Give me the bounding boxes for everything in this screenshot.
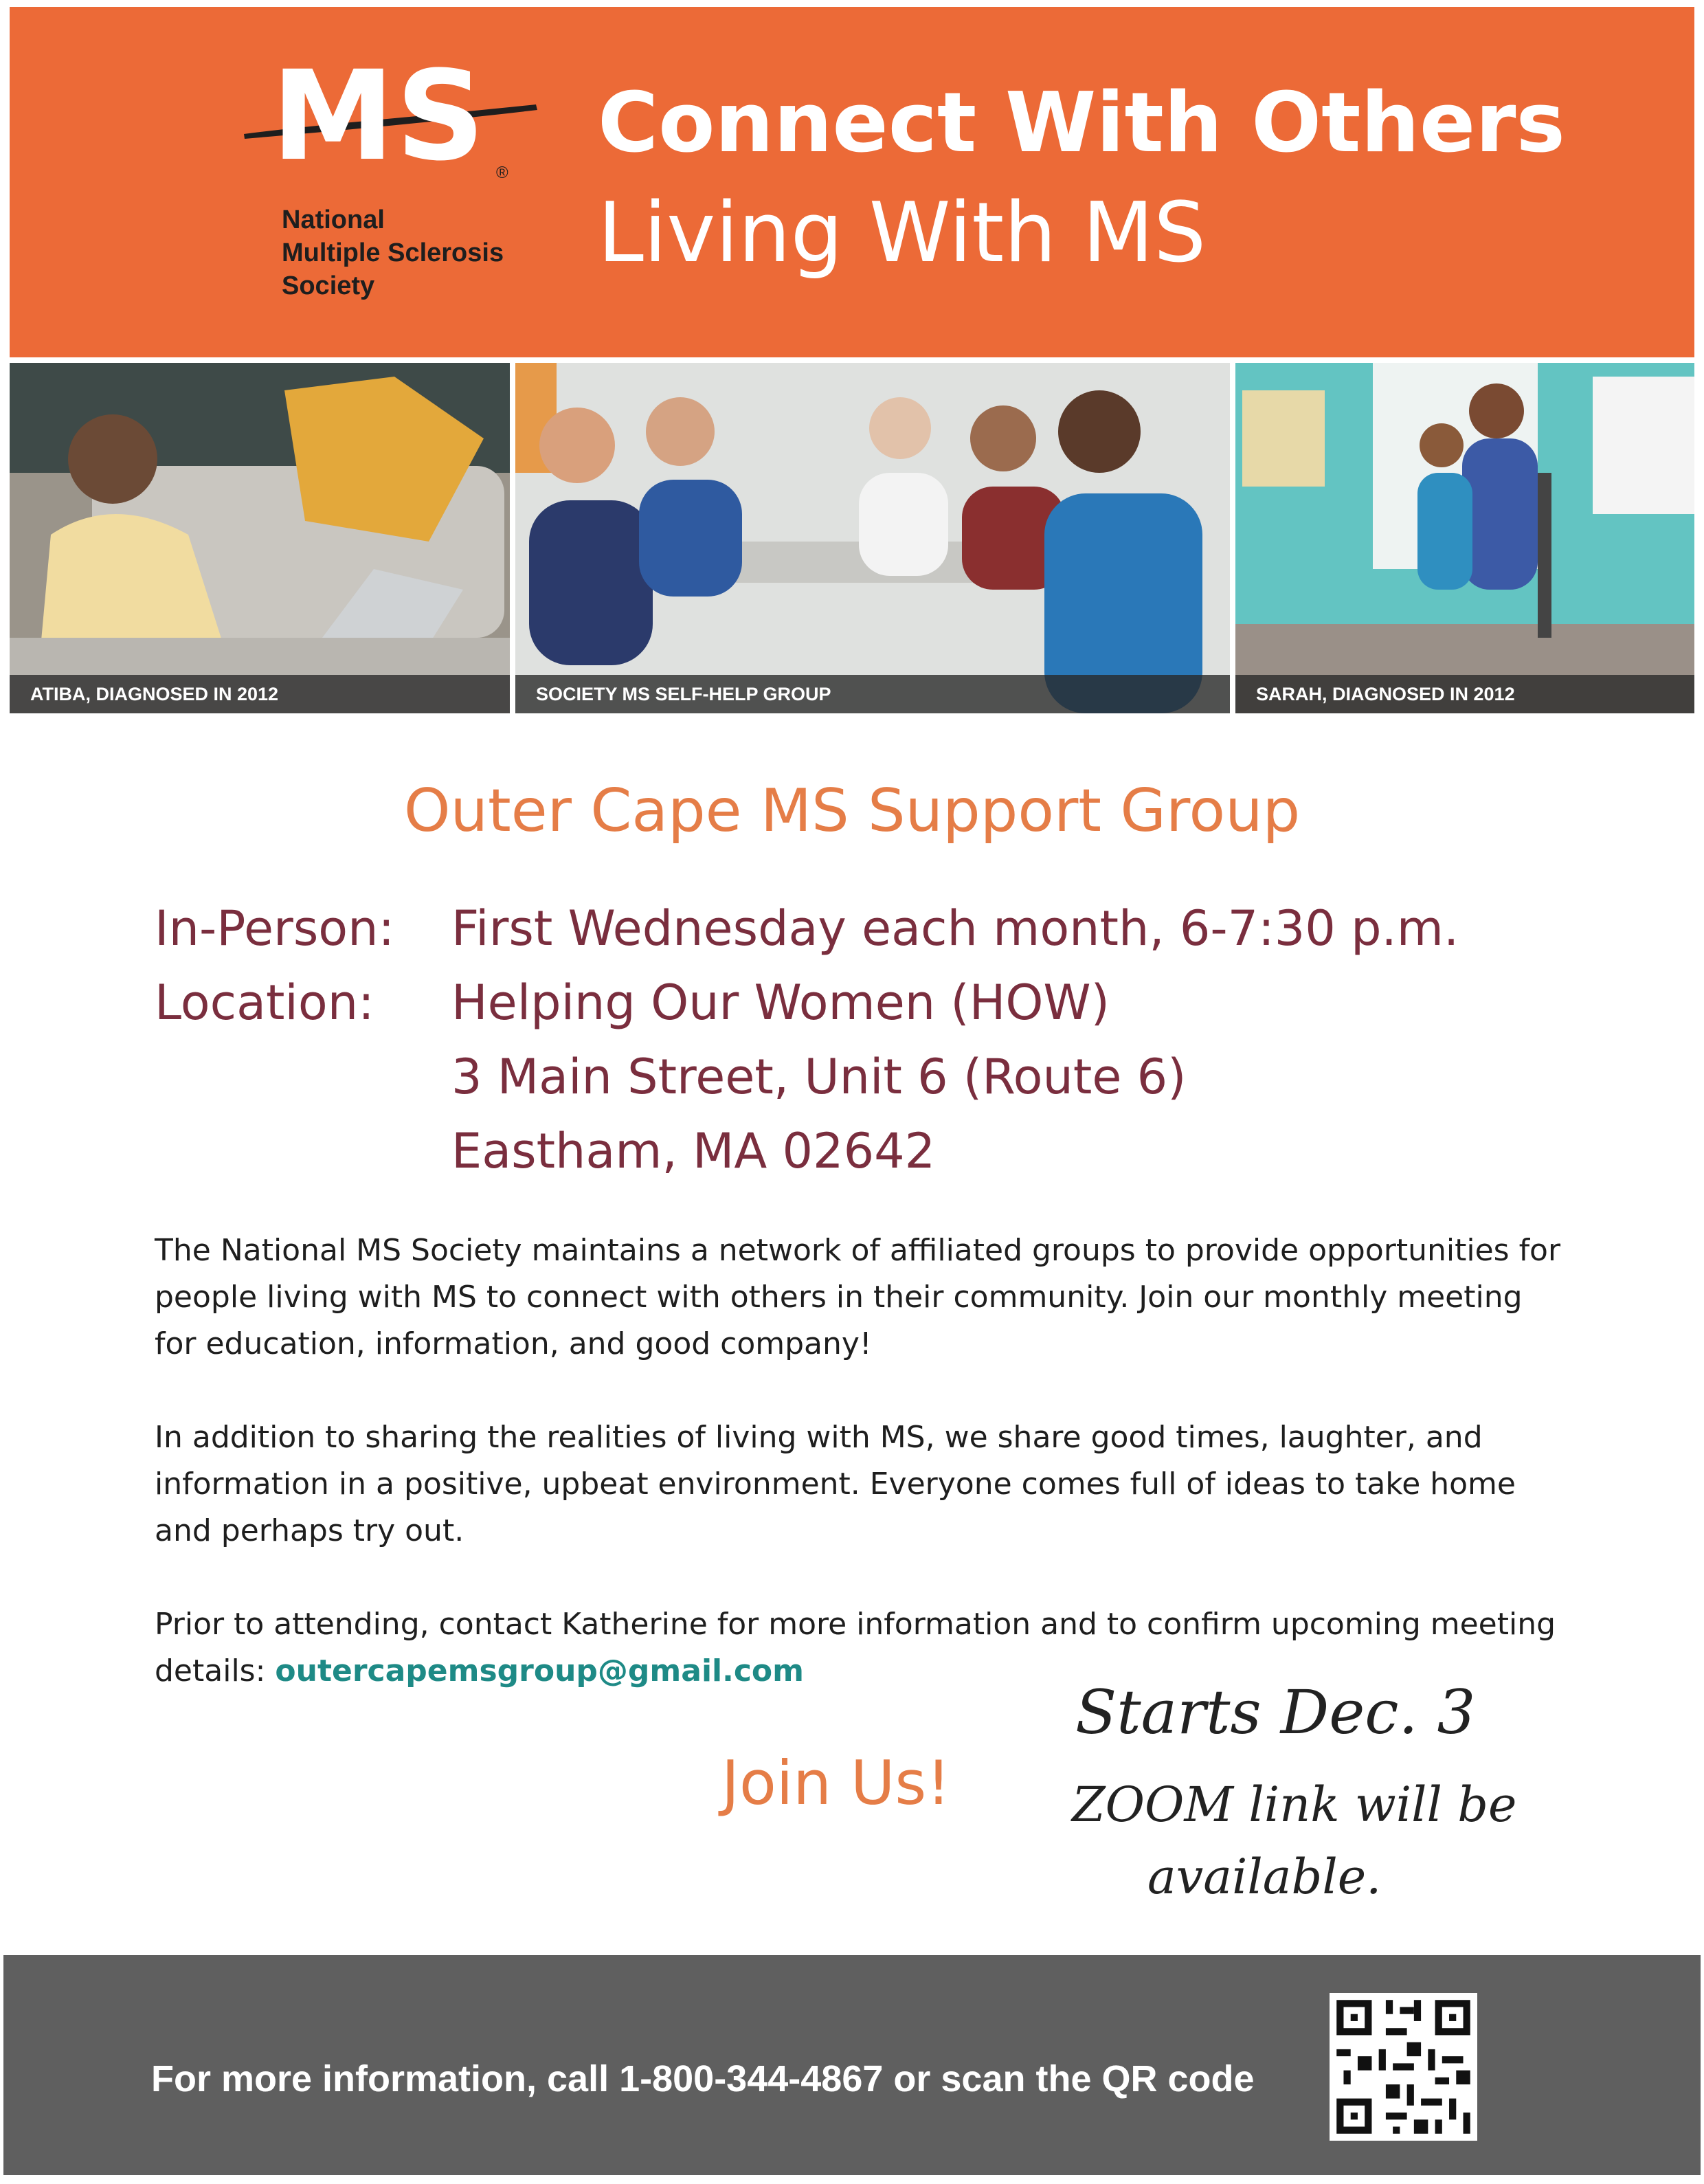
group-title: Outer Cape MS Support Group [403,777,1301,845]
photo-self-help-group [515,363,1230,713]
headline-line-1: Connect With Others [598,76,1565,171]
handwritten-note-line: available. [1147,1849,1382,1905]
intro-paragraph: The National MS Society maintains a network of affiliated groups to provide opportunities for people living with MS to connect with others in their community. Join our monthly meeting for education, information, and good company! [155,1233,1561,1361]
location-city: Eastham, MA 02642 [451,1123,936,1179]
photo-caption: SOCIETY MS SELF-HELP GROUP [515,675,1230,713]
inperson-label: In-Person: [155,900,395,957]
org-line: National [282,205,385,234]
handwritten-note-line: ZOOM link will be [1072,1776,1517,1833]
headline [598,69,1565,289]
photo-atiba-image [10,363,510,713]
photo-group-image [515,363,1230,713]
join-us-heading: Join Us! [721,1748,951,1818]
photo-atiba [10,363,510,713]
qr-code-icon[interactable] [1330,1993,1477,2141]
location-name: Helping Our Women (HOW) [451,974,1110,1031]
headline-line-2: Living With MS [598,186,1207,281]
photo-caption: ATIBA, DIAGNOSED IN 2012 [10,675,510,713]
photo-sarah [1235,363,1694,713]
photo-sarah-image [1235,363,1694,713]
registered-mark: ® [496,164,508,182]
location-label: Location: [155,974,374,1031]
org-line: Society [282,271,375,300]
community-paragraph: In addition to sharing the realities of living with MS, we share good times, laughter, and information in a positive, upbeat environment. Everyone comes full of ideas to take home and perhaps try out. [155,1420,1516,1548]
location-street: 3 Main Street, Unit 6 (Route 6) [451,1049,1187,1105]
organization-name [282,203,504,302]
meeting-schedule: First Wednesday each month, 6-7:30 p.m. [451,900,1459,957]
ms-logo: MS [271,45,486,188]
contact-email-link[interactable]: outercapemsgroup@gmail.com [275,1653,804,1689]
handwritten-note-line: Starts Dec. 3 [1075,1677,1476,1748]
org-line: Multiple Sclerosis [282,238,504,267]
contact-text: Prior to attending, contact Katherine for more information and to confirm upcoming meeting details: [155,1607,1556,1689]
footer-info-text: For more information, call 1-800-344-4867 or scan the QR code [151,2058,1255,2099]
photo-caption: SARAH, DIAGNOSED IN 2012 [1235,675,1694,713]
